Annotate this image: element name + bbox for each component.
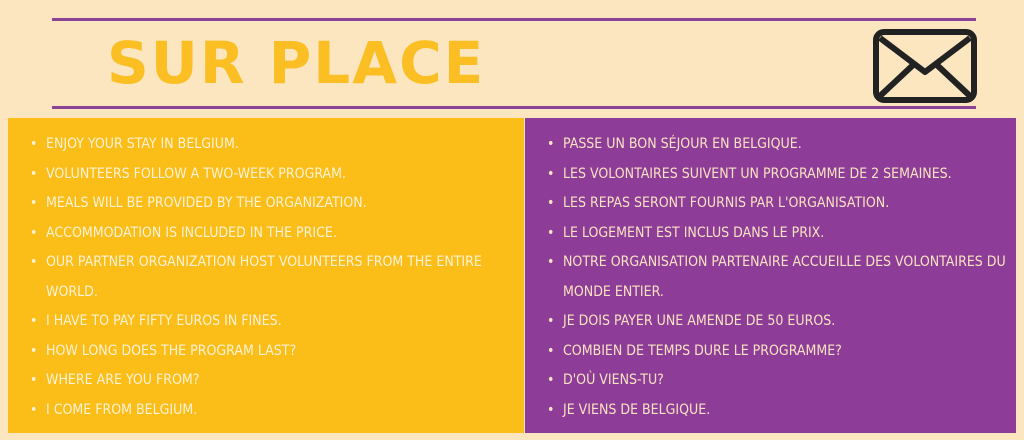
french-phrases-panel xyxy=(525,118,1016,433)
english-phrase-item: • HOW LONG DOES THE PROGRAM LAST? xyxy=(34,337,514,367)
french-phrase-item: • JE DOIS PAYER UNE AMENDE DE 50 EUROS. xyxy=(551,307,1006,337)
french-phrase-item: • LE LOGEMENT EST INCLUS DANS LE PRIX. xyxy=(551,219,1006,249)
english-phrases-panel xyxy=(8,118,524,433)
english-phrase-item: • WHERE ARE YOU FROM? xyxy=(34,366,514,396)
page-title: SUR PLACE xyxy=(107,29,486,97)
french-phrase-item: • PASSE UN BON SÉJOUR EN BELGIQUE. xyxy=(551,130,1006,160)
english-phrase-item: • OUR PARTNER ORGANIZATION HOST VOLUNTEERS FROM THE ENTIRE WORLD. xyxy=(34,248,514,307)
english-phrase-item: • I COME FROM BELGIUM. xyxy=(34,396,514,426)
french-phrase-list xyxy=(551,130,1006,425)
english-phrase-item: • MEALS WILL BE PROVIDED BY THE ORGANIZATION. xyxy=(34,189,514,219)
french-phrase-item: • JE VIENS DE BELGIQUE. xyxy=(551,396,1006,426)
english-phrase-item: • VOLUNTEERS FOLLOW A TWO-WEEK PROGRAM. xyxy=(34,160,514,190)
french-phrase-item: • LES REPAS SERONT FOURNIS PAR L'ORGANISATION. xyxy=(551,189,1006,219)
english-phrase-list xyxy=(34,130,514,425)
french-phrase-item: • D'OÙ VIENS-TU? xyxy=(551,366,1006,396)
bottom-divider xyxy=(52,106,976,109)
french-phrase-item: • COMBIEN DE TEMPS DURE LE PROGRAMME? xyxy=(551,337,1006,367)
english-phrase-item: • ENJOY YOUR STAY IN BELGIUM. xyxy=(34,130,514,160)
top-divider xyxy=(52,18,976,21)
french-phrase-item: • LES VOLONTAIRES SUIVENT UN PROGRAMME DE 2 SEMAINES. xyxy=(551,160,1006,190)
english-phrase-item: • ACCOMMODATION IS INCLUDED IN THE PRICE. xyxy=(34,219,514,249)
envelope-icon xyxy=(872,28,978,104)
french-phrase-item: • NOTRE ORGANISATION PARTENAIRE ACCUEILLE DES VOLONTAIRES DU MONDE ENTIER. xyxy=(551,248,1006,307)
english-phrase-item: • I HAVE TO PAY FIFTY EUROS IN FINES. xyxy=(34,307,514,337)
